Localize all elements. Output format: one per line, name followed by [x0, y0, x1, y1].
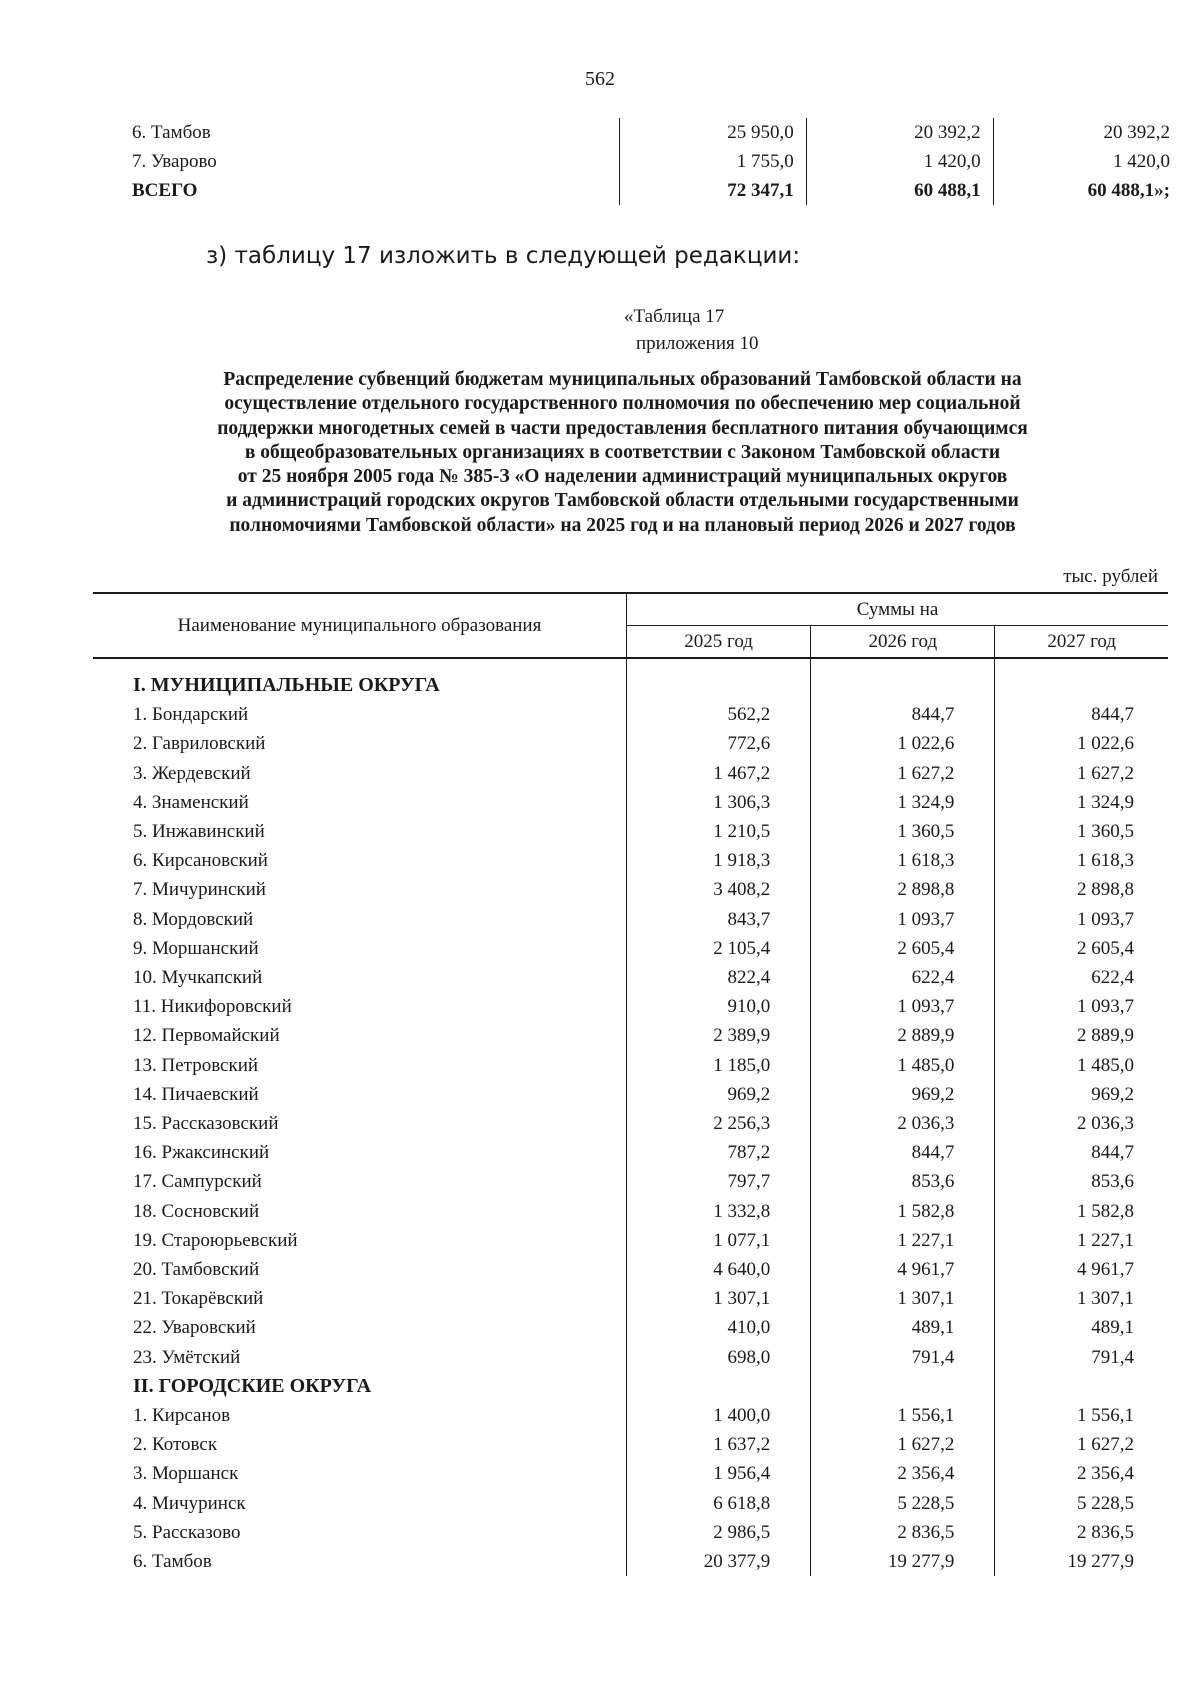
value-2026: 1 420,0	[806, 147, 993, 176]
table-row	[93, 788, 1168, 817]
value-2025: 6 618,8	[627, 1489, 811, 1518]
section-blank	[995, 1372, 1168, 1401]
value-2025: 3 408,2	[627, 875, 811, 904]
value-2025: 1 400,0	[627, 1401, 811, 1430]
table-row	[93, 700, 1168, 729]
table-row	[93, 1021, 1168, 1050]
subsidy-table	[93, 592, 1168, 1576]
value-2027: 2 036,3	[995, 1109, 1168, 1138]
section-blank	[627, 1372, 811, 1401]
value-2027: 1 627,2	[995, 759, 1168, 788]
header-sums-on: Суммы на	[627, 593, 1169, 626]
value-2025: 562,2	[627, 700, 811, 729]
table-row	[93, 1080, 1168, 1109]
spacer-cell	[627, 658, 811, 671]
value-2026: 844,7	[811, 700, 995, 729]
row-name: 5. Рассказово	[133, 1521, 241, 1543]
row-name: 3. Жердевский	[133, 762, 251, 784]
value-2027: 2 356,4	[995, 1459, 1168, 1488]
table-row	[93, 1284, 1168, 1313]
value-2027: 1 556,1	[995, 1401, 1168, 1430]
value-2026: 853,6	[811, 1167, 995, 1196]
heading-line: от 25 ноября 2005 года № 385-З «О наделении администраций муниципальных округов	[237, 466, 1008, 488]
value-2025: 1 210,5	[627, 817, 811, 846]
value-2027: 1 093,7	[995, 905, 1168, 934]
value-2026: 1 093,7	[811, 992, 995, 1021]
table-row	[93, 1167, 1168, 1196]
table-row	[132, 118, 1170, 147]
value-2026: 2 898,8	[811, 875, 995, 904]
table-row	[132, 147, 1170, 176]
value-2025: 25 950,0	[619, 118, 806, 147]
value-2027: 1 582,8	[995, 1197, 1168, 1226]
value-2025: 910,0	[627, 992, 811, 1021]
value-2025: 797,7	[627, 1167, 811, 1196]
value-2027: 1 618,3	[995, 846, 1168, 875]
value-2026: 2 605,4	[811, 934, 995, 963]
table-row	[93, 1343, 1168, 1372]
instruction-text: з) таблицу 17 изложить в следующей редакции:	[206, 243, 801, 269]
table-row	[93, 934, 1168, 963]
page-number: 562	[585, 68, 615, 90]
table-row	[93, 1459, 1168, 1488]
section-blank	[627, 671, 811, 700]
value-2026: 2 836,5	[811, 1518, 995, 1547]
table-row	[93, 1197, 1168, 1226]
value-2027: 489,1	[995, 1313, 1168, 1342]
table-row	[93, 1401, 1168, 1430]
value-2026: 1 627,2	[811, 1430, 995, 1459]
value-2027: 4 961,7	[995, 1255, 1168, 1284]
value-2026: 1 582,8	[811, 1197, 995, 1226]
value-2026: 20 392,2	[806, 118, 993, 147]
heading-line: в общеобразовательных организациях в соответствии с Законом Тамбовской области	[244, 441, 1001, 463]
header-name-column: Наименование муниципального образования	[93, 593, 627, 658]
value-2026: 5 228,5	[811, 1489, 995, 1518]
value-2026: 489,1	[811, 1313, 995, 1342]
value-2027: 844,7	[995, 1138, 1168, 1167]
header-year-2026: 2026 год	[811, 626, 995, 659]
row-name: 20. Тамбовский	[133, 1259, 260, 1281]
value-2025: 410,0	[627, 1313, 811, 1342]
value-2025: 1 637,2	[627, 1430, 811, 1459]
continuation-table	[132, 118, 1170, 205]
table-row	[93, 875, 1168, 904]
row-name: 19. Староюрьевский	[133, 1229, 298, 1251]
row-name: 7. Уварово	[132, 151, 217, 172]
section-blank	[811, 671, 995, 700]
table-row	[93, 1518, 1168, 1547]
value-2026: 1 618,3	[811, 846, 995, 875]
row-name: 8. Мордовский	[133, 908, 254, 930]
row-name: 17. Сампурский	[133, 1171, 262, 1193]
value-2025: 2 105,4	[627, 934, 811, 963]
value-2027: 1 420,0	[993, 147, 1170, 176]
spacer-cell	[93, 658, 627, 671]
heading-line: поддержки многодетных семей в части предоставления бесплатного питания обучающимся	[217, 417, 1028, 439]
value-2027: 1 324,9	[995, 788, 1168, 817]
value-2026: 4 961,7	[811, 1255, 995, 1284]
value-2025: 772,6	[627, 729, 811, 758]
value-2025: 1 306,3	[627, 788, 811, 817]
value-2025: 1 185,0	[627, 1051, 811, 1080]
value-2027: 622,4	[995, 963, 1168, 992]
row-name: 4. Знаменский	[133, 791, 249, 813]
value-2026: 1 227,1	[811, 1226, 995, 1255]
table-row	[93, 1138, 1168, 1167]
value-2026: 19 277,9	[811, 1547, 995, 1576]
table-row	[93, 817, 1168, 846]
value-2027: 853,6	[995, 1167, 1168, 1196]
table-row	[93, 905, 1168, 934]
table-row	[93, 759, 1168, 788]
value-2027: 2 605,4	[995, 934, 1168, 963]
value-2026: 844,7	[811, 1138, 995, 1167]
row-name: 22. Уваровский	[133, 1317, 256, 1339]
row-name: 3. Моршанск	[133, 1463, 239, 1485]
value-2025: 4 640,0	[627, 1255, 811, 1284]
row-name: 15. Рассказовский	[133, 1113, 279, 1135]
value-2025: 787,2	[627, 1138, 811, 1167]
spacer-row	[93, 658, 1168, 671]
table-row	[132, 176, 1170, 205]
value-2027: 969,2	[995, 1080, 1168, 1109]
value-2025: 1 956,4	[627, 1459, 811, 1488]
value-2026: 791,4	[811, 1343, 995, 1372]
section-title: I. МУНИЦИПАЛЬНЫЕ ОКРУГА	[133, 674, 440, 696]
value-2027: 1 227,1	[995, 1226, 1168, 1255]
value-2027: 20 392,2	[993, 118, 1170, 147]
value-2025: 2 256,3	[627, 1109, 811, 1138]
heading-line: полномочиями Тамбовской области» на 2025 год и на плановый период 2026 и 2027 годов	[229, 514, 1016, 536]
section-row	[93, 1372, 1168, 1401]
section-blank	[995, 671, 1168, 700]
value-2026: 2 889,9	[811, 1021, 995, 1050]
value-2025: 20 377,9	[627, 1547, 811, 1576]
value-2027: 60 488,1»;	[993, 176, 1170, 205]
value-2025: 1 332,8	[627, 1197, 811, 1226]
value-2027: 844,7	[995, 700, 1168, 729]
row-name: 6. Тамбов	[133, 1551, 212, 1573]
value-2026: 1 324,9	[811, 788, 995, 817]
value-2025: 969,2	[627, 1080, 811, 1109]
value-2027: 791,4	[995, 1343, 1168, 1372]
value-2026: 1 627,2	[811, 759, 995, 788]
value-2026: 1 360,5	[811, 817, 995, 846]
section-blank	[811, 1372, 995, 1401]
row-name: 14. Пичаевский	[133, 1083, 259, 1105]
row-name: 13. Петровский	[133, 1054, 259, 1076]
table-row	[93, 1430, 1168, 1459]
value-2027: 1 360,5	[995, 817, 1168, 846]
row-name: 2. Котовск	[133, 1434, 218, 1456]
value-2027: 2 898,8	[995, 875, 1168, 904]
table-heading	[130, 368, 1115, 538]
table-caption-line1: «Таблица 17	[624, 306, 725, 327]
value-2025: 1 307,1	[627, 1284, 811, 1313]
spacer-cell	[995, 658, 1168, 671]
row-name: 2. Гавриловский	[133, 733, 266, 755]
table-caption-line2: приложения 10	[636, 333, 759, 354]
row-name: ВСЕГО	[132, 180, 198, 201]
value-2027: 19 277,9	[995, 1547, 1168, 1576]
table-row	[93, 1489, 1168, 1518]
value-2025: 843,7	[627, 905, 811, 934]
table-row	[93, 992, 1168, 1021]
value-2026: 1 556,1	[811, 1401, 995, 1430]
table-row	[93, 846, 1168, 875]
row-name: 12. Первомайский	[133, 1025, 280, 1047]
row-name: 1. Бондарский	[133, 704, 249, 726]
table-row	[93, 1051, 1168, 1080]
table-row	[93, 1313, 1168, 1342]
value-2025: 72 347,1	[619, 176, 806, 205]
header-year-2027: 2027 год	[995, 626, 1168, 659]
value-2025: 1 467,2	[627, 759, 811, 788]
section-title: II. ГОРОДСКИЕ ОКРУГА	[133, 1374, 372, 1397]
row-name: 11. Никифоровский	[133, 996, 292, 1018]
value-2025: 2 986,5	[627, 1518, 811, 1547]
heading-line: осуществление отдельного государственного полномочия по обеспечению мер социальной	[224, 393, 1021, 415]
value-2025: 1 918,3	[627, 846, 811, 875]
row-name: 6. Тамбов	[132, 122, 211, 143]
row-name: 6. Кирсановский	[133, 850, 268, 872]
heading-line: и администраций городских округов Тамбовской области отдельными государственными	[226, 490, 1019, 512]
value-2027: 2 836,5	[995, 1518, 1168, 1547]
table-row	[93, 1547, 1168, 1576]
value-2027: 1 485,0	[995, 1051, 1168, 1080]
value-2025: 698,0	[627, 1343, 811, 1372]
value-2026: 2 356,4	[811, 1459, 995, 1488]
value-2025: 2 389,9	[627, 1021, 811, 1050]
value-2027: 1 627,2	[995, 1430, 1168, 1459]
row-name: 5. Инжавинский	[133, 821, 265, 843]
value-2025: 822,4	[627, 963, 811, 992]
value-2027: 1 307,1	[995, 1284, 1168, 1313]
row-name: 21. Токарёвский	[133, 1288, 264, 1310]
table-row	[93, 963, 1168, 992]
value-2025: 1 077,1	[627, 1226, 811, 1255]
value-2026: 1 307,1	[811, 1284, 995, 1313]
value-2027: 1 093,7	[995, 992, 1168, 1021]
header-year-2025: 2025 год	[627, 626, 811, 659]
row-name: 10. Мучкапский	[133, 967, 263, 989]
value-2027: 2 889,9	[995, 1021, 1168, 1050]
row-name: 4. Мичуринск	[133, 1492, 246, 1514]
value-2026: 1 485,0	[811, 1051, 995, 1080]
row-name: 16. Ржаксинский	[133, 1142, 270, 1164]
table-row	[93, 1226, 1168, 1255]
value-2026: 1 093,7	[811, 905, 995, 934]
value-2027: 5 228,5	[995, 1489, 1168, 1518]
section-row	[93, 671, 1168, 700]
units-label: тыс. рублей	[1063, 566, 1158, 587]
row-name: 1. Кирсанов	[133, 1405, 231, 1427]
value-2026: 2 036,3	[811, 1109, 995, 1138]
value-2026: 622,4	[811, 963, 995, 992]
row-name: 7. Мичуринский	[133, 879, 266, 901]
table-row	[93, 729, 1168, 758]
table-row	[93, 1109, 1168, 1138]
row-name: 23. Умётский	[133, 1346, 241, 1368]
row-name: 18. Сосновский	[133, 1200, 260, 1222]
value-2025: 1 755,0	[619, 147, 806, 176]
spacer-cell	[811, 658, 995, 671]
heading-line: Распределение субвенций бюджетам муниципальных образований Тамбовской области на	[223, 369, 1022, 390]
table-row	[93, 1255, 1168, 1284]
row-name: 9. Моршанский	[133, 937, 259, 959]
value-2026: 1 022,6	[811, 729, 995, 758]
value-2026: 969,2	[811, 1080, 995, 1109]
value-2026: 60 488,1	[806, 176, 993, 205]
value-2027: 1 022,6	[995, 729, 1168, 758]
